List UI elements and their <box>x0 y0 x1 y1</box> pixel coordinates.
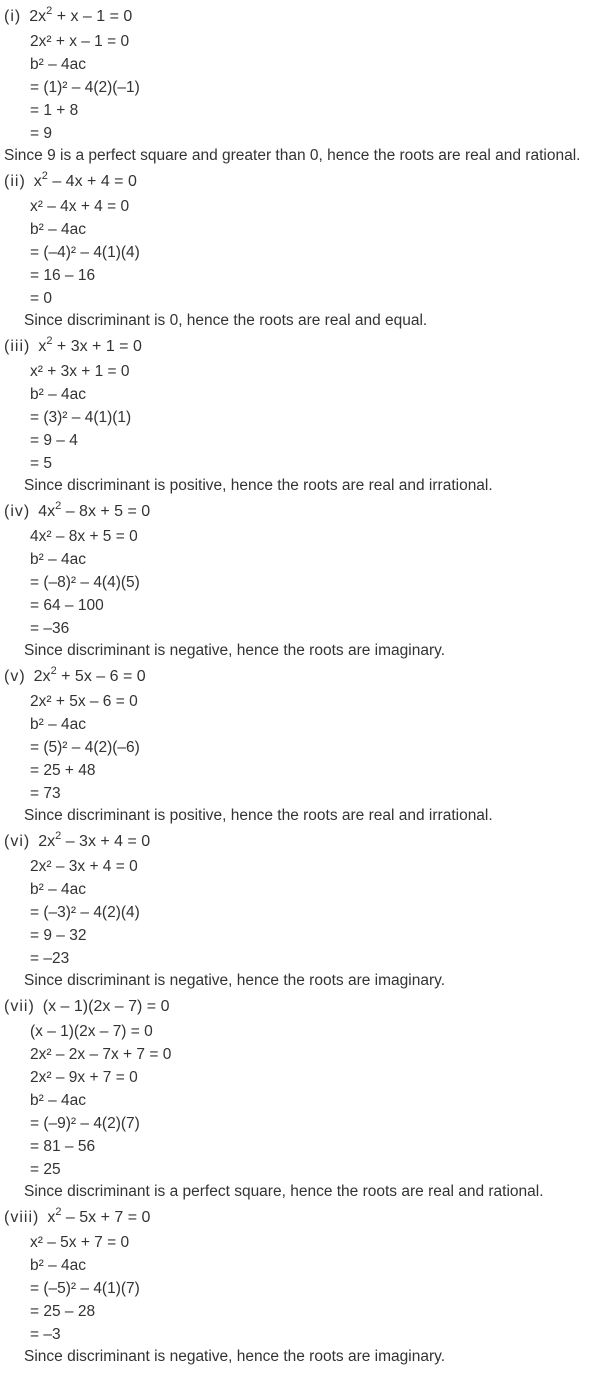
section-heading <box>0 994 602 1020</box>
work-line: x² – 4x + 4 = 0 <box>30 198 130 215</box>
conclusion-text: Since 9 is a perfect square and greater than 0, hence the roots are real and rational. <box>4 147 581 164</box>
work-line: b² – 4ac <box>30 716 87 733</box>
heading-equation: $x^2 + 3x + 1 = 0$ <box>38 334 142 355</box>
heading-equation: $x^2 - 4x + 4 = 0$ <box>33 169 137 190</box>
work-line: 2x² – 9x + 7 = 0 <box>30 1069 138 1086</box>
heading-equation: $2x^2 + 5x - 6 = 0$ <box>33 664 146 685</box>
heading-equation: $4x^2 - 8x + 5 = 0$ <box>38 499 151 520</box>
work-line: = (–8)² – 4(4)(5) <box>30 574 140 591</box>
work-line: b² – 4ac <box>30 1257 87 1274</box>
work-line: 2x² – 3x + 4 = 0 <box>30 858 138 875</box>
work-line: = (5)² – 4(2)(–6) <box>30 739 140 756</box>
work-line: = 81 – 56 <box>30 1138 96 1155</box>
solution-section <box>0 1205 602 1367</box>
work-line: = 9 – 4 <box>30 432 78 449</box>
part-label: (vi) <box>4 833 31 850</box>
work-line: = 16 – 16 <box>30 267 96 284</box>
section-heading <box>0 169 602 195</box>
heading-equation: $x^2 - 5x + 7 = 0$ <box>47 1205 151 1226</box>
work-line: 2x² + x – 1 = 0 <box>30 33 130 50</box>
work-line: = 9 <box>30 125 52 142</box>
work-line: x² – 5x + 7 = 0 <box>30 1234 130 1251</box>
work-line: x² + 3x + 1 = 0 <box>30 363 130 380</box>
solutions-document <box>0 4 602 1367</box>
work-line: = 73 <box>30 785 61 802</box>
work-line: = –23 <box>30 950 70 967</box>
part-label: (vii) <box>4 998 35 1015</box>
conclusion-text: Since discriminant is negative, hence the roots are imaginary. <box>24 1348 446 1365</box>
work-line: 4x² – 8x + 5 = 0 <box>30 528 138 545</box>
work-line: = (3)² – 4(1)(1) <box>30 409 132 426</box>
section-heading <box>0 334 602 360</box>
part-label: (viii) <box>4 1209 40 1226</box>
heading-equation: $2x^2 + x - 1 = 0$ <box>29 4 133 25</box>
solution-section <box>0 334 602 496</box>
conclusion-text: Since discriminant is negative, hence the roots are imaginary. <box>24 642 446 659</box>
heading-equation: (x – 1)(2x – 7) = 0 <box>42 998 170 1015</box>
work-line: = 9 – 32 <box>30 927 87 944</box>
section-heading <box>0 829 602 855</box>
work-line: 2x² + 5x – 6 = 0 <box>30 693 138 710</box>
solution-section <box>0 994 602 1202</box>
solution-section <box>0 4 602 166</box>
work-line: b² – 4ac <box>30 386 87 403</box>
section-heading <box>0 1205 602 1231</box>
work-line: = 25 – 28 <box>30 1303 96 1320</box>
solution-section <box>0 829 602 991</box>
work-line: = –3 <box>30 1326 61 1343</box>
conclusion-text: Since discriminant is a perfect square, hence the roots are real and rational. <box>24 1183 544 1200</box>
conclusion-text: Since discriminant is positive, hence the roots are real and irrational. <box>24 807 493 824</box>
part-label: (ii) <box>4 173 26 190</box>
part-label: (v) <box>4 668 26 685</box>
work-line: b² – 4ac <box>30 221 87 238</box>
heading-equation: $2x^2 - 3x + 4 = 0$ <box>38 829 151 850</box>
work-line: = 0 <box>30 290 52 307</box>
solution-section <box>0 169 602 331</box>
conclusion-text: Since discriminant is negative, hence the roots are imaginary. <box>24 972 446 989</box>
section-heading <box>0 4 602 30</box>
work-line: = 5 <box>30 455 52 472</box>
work-line: b² – 4ac <box>30 56 87 73</box>
work-line: = (–9)² – 4(2)(7) <box>30 1115 140 1132</box>
part-label: (i) <box>4 8 22 25</box>
part-label: (iii) <box>4 338 31 355</box>
solution-section <box>0 664 602 826</box>
section-heading <box>0 664 602 690</box>
work-line: = 25 <box>30 1161 61 1178</box>
work-line: = (–3)² – 4(2)(4) <box>30 904 140 921</box>
section-heading <box>0 499 602 525</box>
work-line: = (1)² – 4(2)(–1) <box>30 79 140 96</box>
conclusion-text: Since discriminant is positive, hence the roots are real and irrational. <box>24 477 493 494</box>
work-line: b² – 4ac <box>30 1092 87 1109</box>
conclusion-text: Since discriminant is 0, hence the roots are real and equal. <box>24 312 428 329</box>
work-line: = (–5)² – 4(1)(7) <box>30 1280 140 1297</box>
work-line: b² – 4ac <box>30 551 87 568</box>
work-line: b² – 4ac <box>30 881 87 898</box>
solution-section <box>0 499 602 661</box>
part-label: (iv) <box>4 503 31 520</box>
work-line: = 1 + 8 <box>30 102 79 119</box>
work-line: (x – 1)(2x – 7) = 0 <box>30 1023 153 1040</box>
work-line: = 64 – 100 <box>30 597 104 614</box>
work-line: = 25 + 48 <box>30 762 96 779</box>
work-line: = –36 <box>30 620 70 637</box>
work-line: 2x² – 2x – 7x + 7 = 0 <box>30 1046 172 1063</box>
work-line: = (–4)² – 4(1)(4) <box>30 244 140 261</box>
